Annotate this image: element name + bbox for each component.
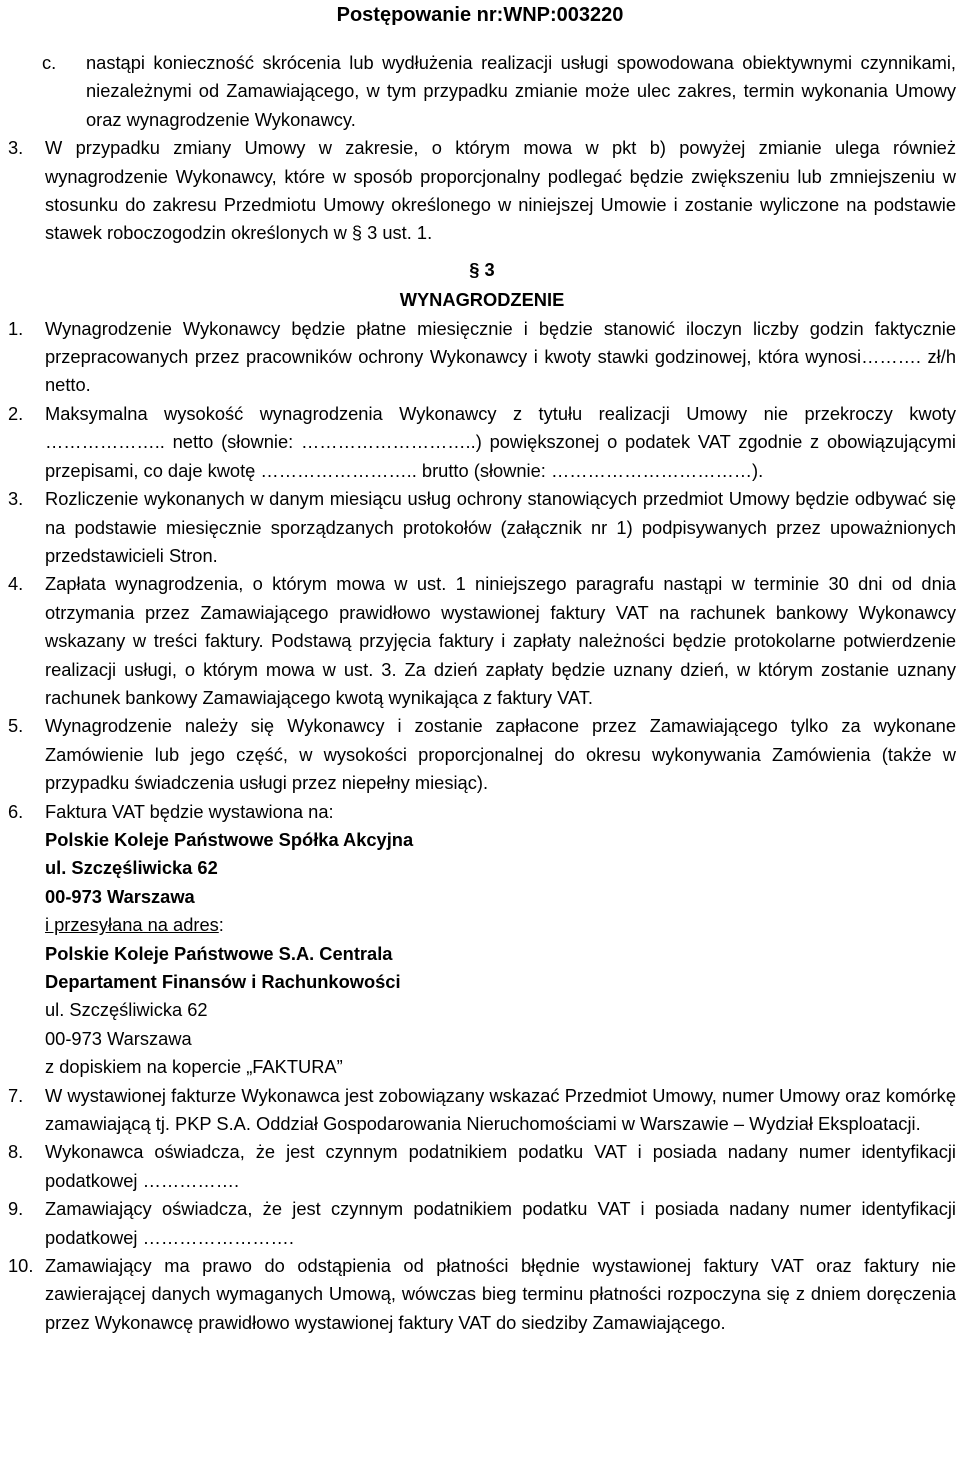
invoice-send-to-colon: : (218, 914, 224, 936)
paragraph-6 (8, 798, 956, 826)
list-item-number: c. (42, 52, 57, 73)
invoice-recipient-city: 00-973 Warszawa (45, 885, 195, 907)
list-item-text: nastąpi konieczność skrócenia lub wydłużenia realizacji usługi spowodowana obiektywnymi czynnikami, niezależnymi od Zamawiającego, w tym przypadku zmianie może ulec zakres, termin wykonania Umowy oraz wynagrodzenie Wykonawcy. (86, 52, 956, 130)
list-item-text: W przypadku zmiany Umowy w zakresie, o którym mowa w pkt b) powyżej zmianie ulega również wynagrodzenie Wykonawcy, które w sposób proporcjonalny podlegać będzie zwiększeniu lub zmniejszeniu w stosunku do zakresu Przedmiotu Umowy określonego w niniejszej Umowie i zostanie wyliczone na podstawie stawek roboczogodzin określonych w § 3 ust. 1. (45, 137, 956, 244)
invoice-send-to-department: Departament Finansów i Rachunkowości (45, 971, 401, 992)
invoice-send-to-label-text: i przesyłana na adres (45, 914, 219, 936)
paragraph-1 (8, 315, 956, 400)
paragraph-number: 3. (8, 488, 24, 510)
invoice-send-to-city: 00-973 Warszawa (45, 1027, 192, 1049)
paragraph-number: 6. (8, 800, 24, 822)
invoice-send-to-street: ul. Szczęśliwicka 62 (45, 999, 208, 1021)
paragraph-number: 9. (8, 1198, 24, 1220)
paragraph-5 (8, 712, 956, 797)
paragraph-text: Zapłata wynagrodzenia, o którym mowa w ust. 1 niniejszego paragrafu nastąpi w terminie 30 dni od dnia otrzymania przez Zamawiającego prawidłowo wystawionej faktury VAT na rachunek bankowy Wykonawcy wskazany w treści faktury. Podstawą przyjęcia faktury i zapłaty należności będzie protokolarne potwierdzenie realizacji usługi, o którym mowa w ust. 3. Za dzień zapłaty będzie uznany dzień, w którym zostanie uznany rachunek bankowy Zamawiającego kwotą wynikająca z faktury VAT. (45, 573, 956, 708)
paragraph-text: Wykonawca oświadcza, że jest czynnym podatnikiem podatku VAT i posiada nadany numer identyfikacji podatkowej ……………. (45, 1141, 956, 1191)
paragraph-number: 4. (8, 573, 24, 595)
paragraph-text: Wynagrodzenie Wykonawcy będzie płatne miesięcznie i będzie stanowić iloczyn liczby godzin faktycznie przepracowanych przez pracowników ochrony Wykonawcy i kwoty stawki godzinowej, która wynosi………. zł/h netto. (45, 317, 956, 396)
invoice-send-to-note: z dopiskiem na kopercie „FAKTURA” (45, 1056, 343, 1078)
paragraph-4 (8, 570, 956, 712)
paragraph-8 (8, 1138, 956, 1195)
invoice-recipient-name: Polskie Koleje Państwowe Spółka Akcyjna (45, 828, 414, 850)
paragraph-text: Maksymalna wysokość wynagrodzenia Wykonawcy z tytułu realizacji Umowy nie przekroczy kwoty ……………….. netto (słownie: ………………………..) powiększonej o podatek VAT zgodnie z obowiązującymi przepisami, co daje kwotę …………………….. brutto (słownie: ……………………………). (45, 402, 956, 481)
paragraph-number: 2. (8, 402, 24, 424)
paragraph-text: Wynagrodzenie należy się Wykonawcy i zostanie zapłacone przez Zamawiającego tylko za wykonane Zamówienie lub jego część, w wysokości proporcjonalnej do okresu wykonywania Zamówienia (także w przypadku świadczenia usługi przez niepełny miesiąc). (45, 715, 956, 794)
list-item-3 (8, 134, 956, 248)
paragraph-10 (8, 1252, 956, 1337)
paragraph-text: Zamawiający oświadcza, że jest czynnym podatnikiem podatku VAT i posiada nadany numer identyfikacji podatkowej ……………………. (45, 1198, 956, 1248)
paragraph-number: 7. (8, 1084, 24, 1106)
paragraph-text: Rozliczenie wykonanych w danym miesiącu usług ochrony stanowiących przedmiot Umowy będzie odbywać się na podstawie miesięcznie sporządzanych protokołów (załącznik nr 1) podpisywanych przez upoważnionych przedstawicieli Stron. (45, 488, 956, 566)
paragraph-9 (8, 1195, 956, 1252)
paragraph-text: Faktura VAT będzie wystawiona na: (45, 800, 334, 822)
paragraph-text: Zamawiający ma prawo do odstąpienia od płatności błędnie wystawionej faktury VAT oraz faktury nie zawierającej danych wymaganych Umową, wówczas bieg terminu płatności rozpoczyna się z dniem doręczenia przez Wykonawcę prawidłowo wystawionej faktury VAT do siedziby Zamawiającego. (45, 1255, 956, 1333)
document-content (8, 49, 956, 1337)
invoice-send-to-name: Polskie Koleje Państwowe S.A. Centrala (45, 942, 393, 964)
paragraph-number: 10. (8, 1255, 34, 1277)
list-item-c (8, 49, 956, 134)
list-item-number: 3. (8, 137, 24, 159)
paragraph-text: W wystawionej fakturze Wykonawca jest zobowiązany wskazać Przedmiot Umowy, numer Umowy oraz komórkę zamawiającą tj. PKP S.A. Oddział Gospodarowania Nieruchomościami w Warszawie – Wydział Eksploatacji. (45, 1084, 956, 1135)
invoice-recipient-street: ul. Szczęśliwicka 62 (45, 857, 218, 879)
paragraph-7 (8, 1082, 956, 1139)
document-header-title: Postępowanie nr:WNP:003220 (336, 4, 624, 26)
paragraph-number: 1. (8, 317, 24, 339)
paragraph-number: 5. (8, 715, 24, 737)
invoice-send-to-label (8, 911, 956, 939)
paragraph-3 (8, 485, 956, 570)
paragraph-2 (8, 400, 956, 485)
section-symbol: § 3 (469, 258, 495, 280)
section-title: WYNAGRODZENIE (399, 289, 565, 311)
paragraph-number: 8. (8, 1141, 24, 1163)
